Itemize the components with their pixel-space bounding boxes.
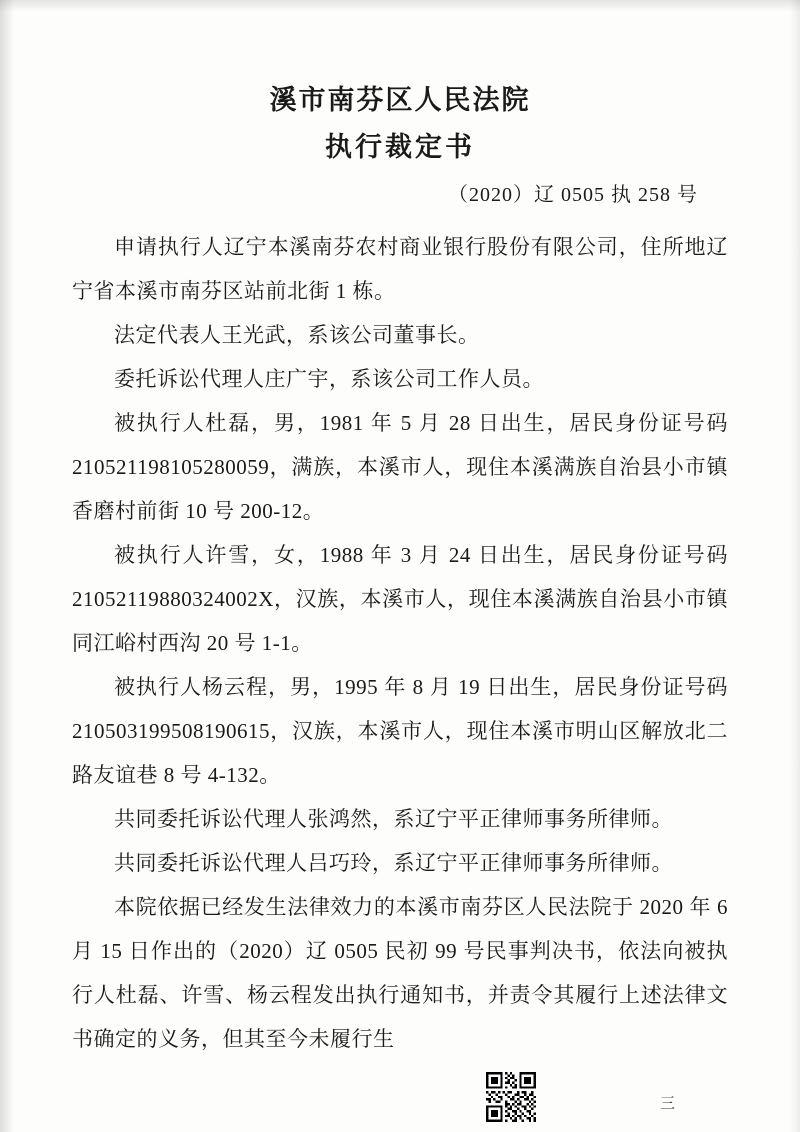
paragraph: 本院依据已经发生法律效力的本溪市南芬区人民法院于 2020 年 6 月 15 日作出的（2020）辽 0505 民初 99 号民事判决书，依法向被执行人杜磊、许雪、杨云程发出执行通知书，并责令其履行上述法律文书确定的义务，但其至今未履行生 (72, 895, 728, 1051)
page-edge-shadow-top (0, 0, 800, 12)
paragraph: 法定代表人王光武，系该公司董事长。 (114, 323, 480, 347)
paragraph: 委托诉讼代理人庄广宇，系该公司工作人员。 (114, 367, 544, 391)
qr-code-icon (480, 1072, 542, 1122)
paragraph: 被执行人杜磊，男，1981 年 5 月 28 日出生，居民身份证号码 210521198105280059，满族，本溪市人，现住本溪满族自治县小市镇香磨村前街 10 号 200-12。 (72, 411, 728, 523)
qr-code (480, 1072, 552, 1122)
paragraph: 共同委托诉讼代理人张鸿然，系辽宁平正律师事务所律师。 (114, 807, 673, 831)
page-edge-shadow-left (0, 0, 14, 1132)
document-title: 执行裁定书 (325, 132, 475, 162)
document-body (72, 225, 728, 1061)
court-name: 溪市南芬区人民法院 (269, 85, 531, 115)
paragraph: 被执行人许雪，女，1988 年 3 月 24 日出生，居民身份证号码 21052119880324002X，汉族，本溪市人，现住本溪满族自治县小市镇同江峪村西沟 20 号 1-1。 (72, 543, 728, 655)
paragraph: 被执行人杨云程，男，1995 年 8 月 19 日出生，居民身份证号码 210503199508190615，汉族，本溪市人，现住本溪市明山区解放北二路友谊巷 8 号 4-132。 (72, 675, 728, 787)
page-edge-shadow-right (790, 0, 800, 1132)
paragraph: 共同委托诉讼代理人吕巧玲，系辽宁平正律师事务所律师。 (114, 851, 673, 875)
case-number: （2020）辽 0505 执 258 号 (448, 184, 698, 206)
paragraph: 申请执行人辽宁本溪南芬农村商业银行股份有限公司，住所地辽宁省本溪市南芬区站前北街 1 栋。 (72, 235, 728, 303)
page-mark: 三 (660, 1096, 677, 1112)
